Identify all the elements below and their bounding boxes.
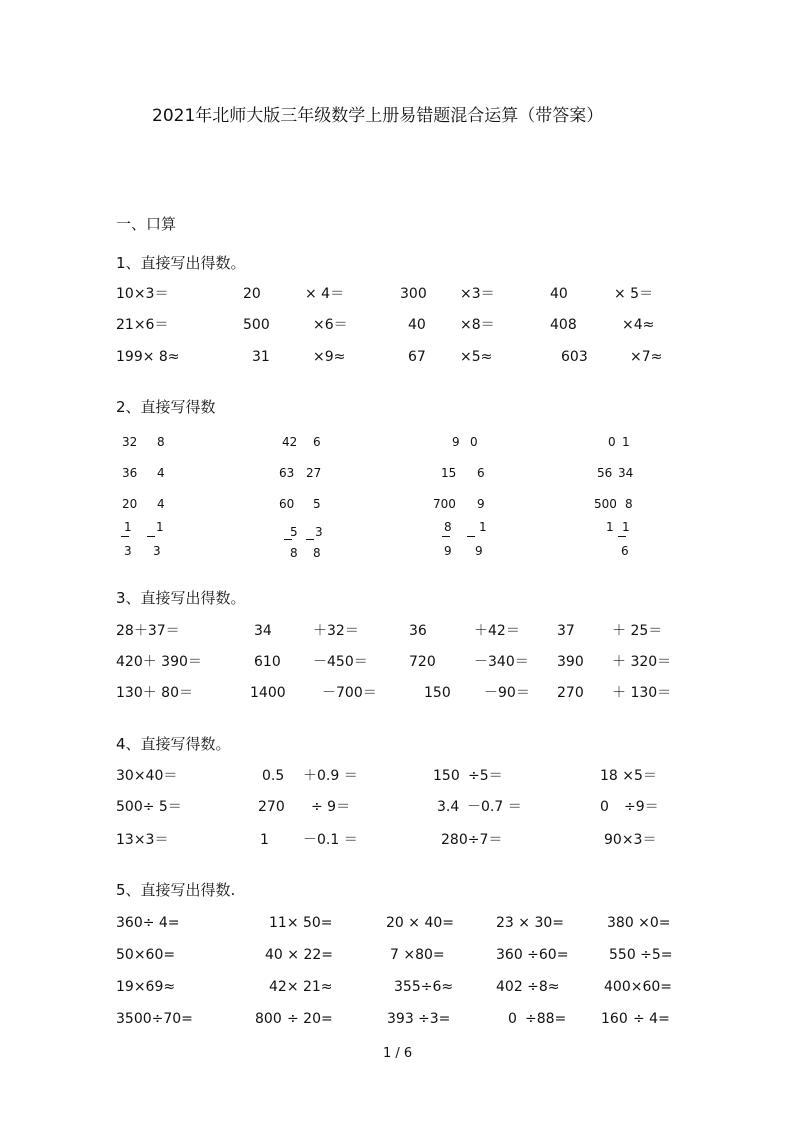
problem: 40 <box>550 286 568 302</box>
operand: 60 <box>279 497 295 511</box>
operand: 36 <box>122 466 138 480</box>
problem: 130＋ 80＝ <box>116 685 193 701</box>
problem: 270 <box>258 799 285 815</box>
document-title: 2021年北师大版三年级数学上册易错题混合运算（带答案） <box>152 106 604 126</box>
problem: 21×6＝ <box>116 317 169 333</box>
fraction-bar <box>306 539 314 540</box>
problem: ÷9＝ <box>624 799 659 815</box>
operand: 8 <box>625 497 633 511</box>
operand: 0 <box>470 435 478 449</box>
question-heading: 1、直接写出得数。 <box>116 254 246 272</box>
fraction-numerator: 1 <box>156 520 164 534</box>
problem: ＋0.9 ＝ <box>303 768 358 784</box>
problem: 3500÷70= <box>116 1011 193 1027</box>
question-heading: 4、直接写得数。 <box>116 735 231 753</box>
fraction-numerator: 8 <box>444 520 452 534</box>
problem: ÷ 9＝ <box>311 799 351 815</box>
fraction-numerator: 1 <box>479 520 487 534</box>
fraction-denominator: 3 <box>124 544 132 558</box>
problem: ×9≈ <box>313 349 346 365</box>
problem: －450＝ <box>313 654 368 670</box>
problem: ×3＝ <box>460 286 495 302</box>
fraction-denominator: 8 <box>313 546 321 560</box>
problem: 90×3＝ <box>604 832 657 848</box>
problem: 42× 21≈ <box>269 979 333 995</box>
problem: ×6＝ <box>313 317 348 333</box>
fraction-numerator: 3 <box>315 525 323 539</box>
problem: 11× 50= <box>269 915 333 931</box>
operand: 1 <box>622 435 630 449</box>
problem: 400×60= <box>604 979 672 995</box>
problem: 34 <box>254 623 272 639</box>
problem: 13×3＝ <box>116 832 169 848</box>
fraction-denominator: 9 <box>475 544 483 558</box>
operand: 6 <box>477 466 485 480</box>
section-heading: 一、口算 <box>116 215 177 233</box>
problem: ÷5＝ <box>468 768 503 784</box>
problem: ×8＝ <box>460 317 495 333</box>
problem: 3.4 <box>437 799 460 815</box>
fraction-bar <box>618 536 626 537</box>
problem: ×5≈ <box>460 349 493 365</box>
operand: 34 <box>618 466 634 480</box>
problem: 0 <box>600 799 609 815</box>
fraction-numerator: 1 <box>606 520 614 534</box>
operand: 0 <box>608 435 616 449</box>
problem: 270 <box>557 685 584 701</box>
problem: 67 <box>408 349 426 365</box>
problem: ×7≈ <box>630 349 663 365</box>
problem: 10×3＝ <box>116 286 169 302</box>
problem: －0.1 ＝ <box>303 832 358 848</box>
problem: 500 <box>243 317 270 333</box>
page-number: 1 / 6 <box>383 1046 413 1061</box>
operand: 9 <box>477 497 485 511</box>
fraction-denominator: 8 <box>290 546 298 560</box>
problem: 18 ×5＝ <box>600 768 657 784</box>
problem: 150 <box>424 685 451 701</box>
operand: 15 <box>441 466 457 480</box>
problem: ÷ 20= <box>287 1011 333 1027</box>
problem: 31 <box>252 349 270 365</box>
operand: 700 <box>433 497 456 511</box>
question-heading: 3、直接写出得数。 <box>116 589 246 607</box>
question-heading: 2、直接写得数 <box>116 398 216 416</box>
problem: 1 <box>260 832 269 848</box>
problem: ÷88= <box>525 1011 567 1027</box>
problem: 40 × 22= <box>265 947 333 963</box>
problem: 420＋ 390＝ <box>116 654 202 670</box>
problem: 37 <box>557 623 575 639</box>
problem: 800 <box>255 1011 282 1027</box>
problem: 28＋37＝ <box>116 623 180 639</box>
problem: －700＝ <box>322 685 377 701</box>
fraction-numerator: 5 <box>290 525 298 539</box>
operand: 56 <box>597 466 613 480</box>
problem: 30×40＝ <box>116 768 178 784</box>
problem: ×4≈ <box>622 317 655 333</box>
fraction-bar <box>442 536 450 537</box>
problem: －0.7 ＝ <box>467 799 522 815</box>
operand: 27 <box>306 466 322 480</box>
fraction-numerator: 1 <box>622 520 630 534</box>
problem: 160 <box>601 1011 628 1027</box>
problem: 355÷6≈ <box>394 979 454 995</box>
problem: 610 <box>254 654 281 670</box>
problem: 550 ÷5= <box>609 947 673 963</box>
operand: 32 <box>122 435 138 449</box>
problem: 20 <box>243 286 261 302</box>
problem: 360÷ 4= <box>116 915 180 931</box>
problem: ＋42＝ <box>474 623 520 639</box>
problem: 603 <box>561 349 588 365</box>
fraction-denominator: 3 <box>153 544 161 558</box>
operand: 4 <box>157 466 165 480</box>
operand: 9 <box>452 435 460 449</box>
problem: ÷ 4= <box>633 1011 670 1027</box>
operand: 5 <box>313 497 321 511</box>
problem: ÷3= <box>418 1011 451 1027</box>
problem: 20 × 40= <box>386 915 454 931</box>
operand: 4 <box>157 497 165 511</box>
problem: ＋32＝ <box>313 623 359 639</box>
problem: 7 ×80= <box>390 947 445 963</box>
problem: × 4＝ <box>305 286 345 302</box>
problem: 23 × 30= <box>496 915 564 931</box>
fraction-bar <box>284 539 292 540</box>
problem: ＋ 25＝ <box>612 623 663 639</box>
problem: 280÷7＝ <box>441 832 503 848</box>
fraction-denominator: 9 <box>444 544 452 558</box>
problem: 408 <box>550 317 577 333</box>
problem: ＋ 320＝ <box>612 654 672 670</box>
operand: 6 <box>313 435 321 449</box>
operand: 500 <box>594 497 617 511</box>
operand: 63 <box>279 466 295 480</box>
problem: 390 <box>557 654 584 670</box>
problem: × 5＝ <box>614 286 654 302</box>
problem: 36 <box>409 623 427 639</box>
fraction-numerator: 1 <box>124 520 132 534</box>
operand: 8 <box>157 435 165 449</box>
question-heading: 5、直接写出得数. <box>116 881 236 899</box>
fraction-bar <box>121 536 129 537</box>
problem: 40 <box>408 317 426 333</box>
problem: 0 <box>508 1011 517 1027</box>
problem: ＋ 130＝ <box>612 685 672 701</box>
problem: 199× 8≈ <box>116 349 180 365</box>
operand: 42 <box>282 435 298 449</box>
fraction-denominator: 6 <box>621 544 629 558</box>
problem: －90＝ <box>484 685 530 701</box>
problem: 19×69≈ <box>116 979 176 995</box>
problem: 1400 <box>250 685 286 701</box>
problem: 393 <box>387 1011 414 1027</box>
problem: 150 <box>433 768 460 784</box>
problem: 360 ÷60= <box>496 947 569 963</box>
problem: 720 <box>409 654 436 670</box>
problem: 380 ×0= <box>607 915 671 931</box>
fraction-bar <box>147 536 155 537</box>
operand: 20 <box>122 497 138 511</box>
problem: 50×60= <box>116 947 176 963</box>
problem: 0.5 <box>262 768 285 784</box>
problem: 300 <box>400 286 427 302</box>
problem: －340＝ <box>474 654 529 670</box>
fraction-bar <box>467 536 475 537</box>
problem: 500÷ 5＝ <box>116 799 182 815</box>
problem: 402 ÷8≈ <box>496 979 560 995</box>
